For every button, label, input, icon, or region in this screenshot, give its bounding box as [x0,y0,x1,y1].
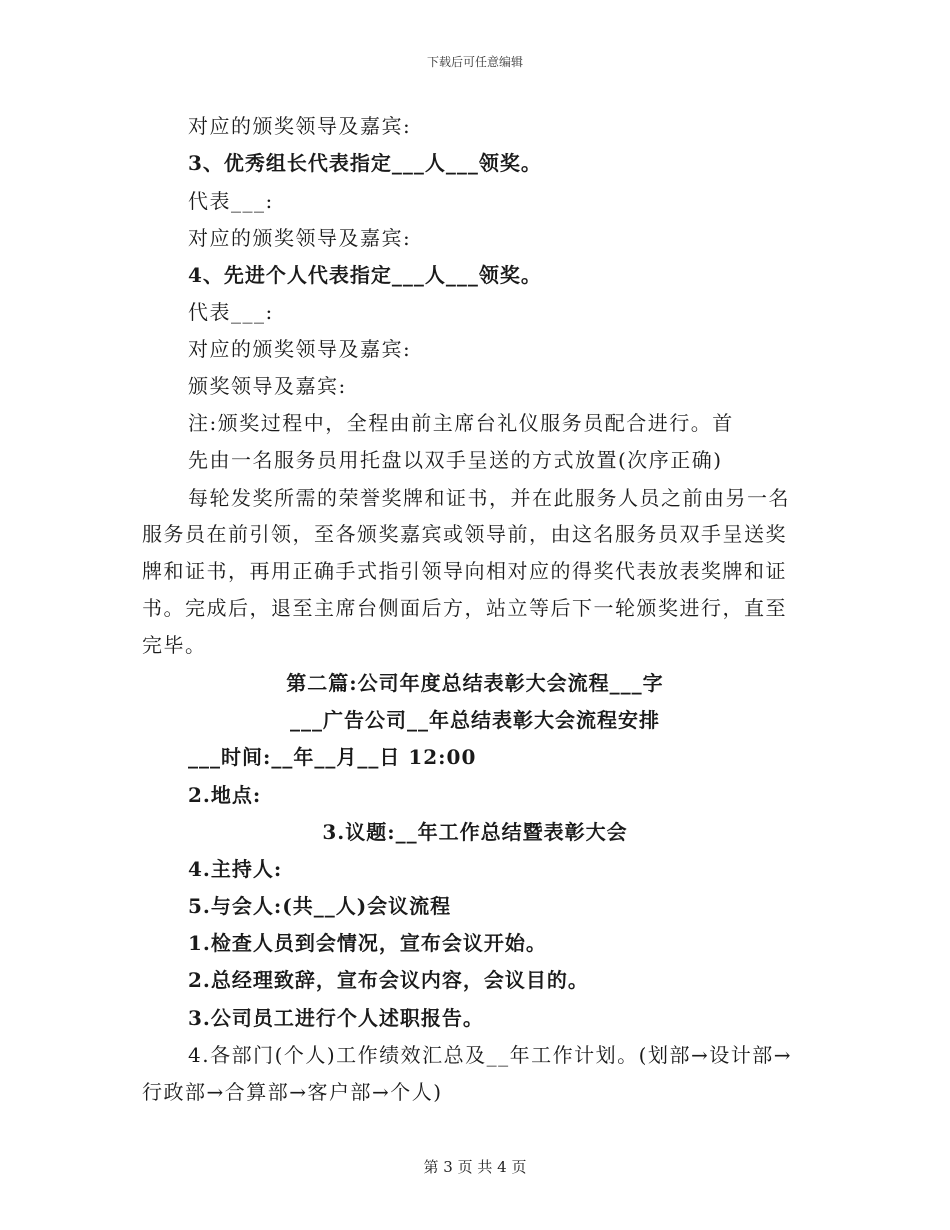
text-line: ___时间:__年__月__日 12:00 [188,745,477,769]
text-line: 1.检查人员到会情况，宣布会议开始。 [188,931,547,955]
text-line: 注:颁奖过程中，全程由前主席台礼仪服务员配合进行。首 [188,411,734,435]
text-line: 2.总经理致辞，宣布会议内容，会议目的。 [188,968,589,992]
page-footer: 第 3 页 共 4 页 [423,1158,527,1176]
text-line: 服务员在前引领，至各颁奖嘉宾或领导前，由这名服务员双手呈送奖 [142,522,787,546]
text-line: 行政部→合算部→客户部→个人) [142,1080,443,1104]
section-title: 第二篇:公司年度总结表彰大会流程___字 [286,671,664,695]
text-line: 4、先进个人代表指定___人___领奖。 [188,263,542,287]
section-subtitle: ___广告公司__年总结表彰大会流程安排 [290,708,660,732]
text-line: 先由一名服务员用托盘以双手呈送的方式放置(次序正确) [188,448,723,472]
text-line: 2.地点: [188,783,262,807]
text-line: 每轮发奖所需的荣誉奖牌和证书，并在此服务人员之前由另一名 [188,486,790,510]
text-line: 颁奖领导及嘉宾: [188,374,347,398]
text-line: 书。完成后，退至主席台侧面后方，站立等后下一轮颁奖进行，直至 [142,596,787,620]
text-line: 牌和证书，再用正确手式指引领导向相对应的得奖代表放表奖牌和证 [142,559,787,583]
text-line: 代表___: [188,300,274,324]
text-line: 对应的颁奖领导及嘉宾: [188,337,412,361]
page-header: 下载后可任意编辑 [426,55,523,69]
text-line: 4.主持人: [188,857,283,881]
text-line: 4.各部门(个人)工作绩效汇总及__年工作计划。(划部→设计部→ [188,1043,793,1067]
text-line: 代表___: [188,189,274,213]
text-line: 对应的颁奖领导及嘉宾: [188,114,412,138]
text-line: 5.与会人:(共__人)会议流程 [188,894,452,918]
text-line: 完毕。 [142,633,207,657]
text-line: 3.议题:__年工作总结暨表彰大会 [322,820,628,844]
text-line: 3、优秀组长代表指定___人___领奖。 [188,151,542,175]
text-line: 3.公司员工进行个人述职报告。 [188,1006,484,1030]
text-line: 对应的颁奖领导及嘉宾: [188,226,412,250]
